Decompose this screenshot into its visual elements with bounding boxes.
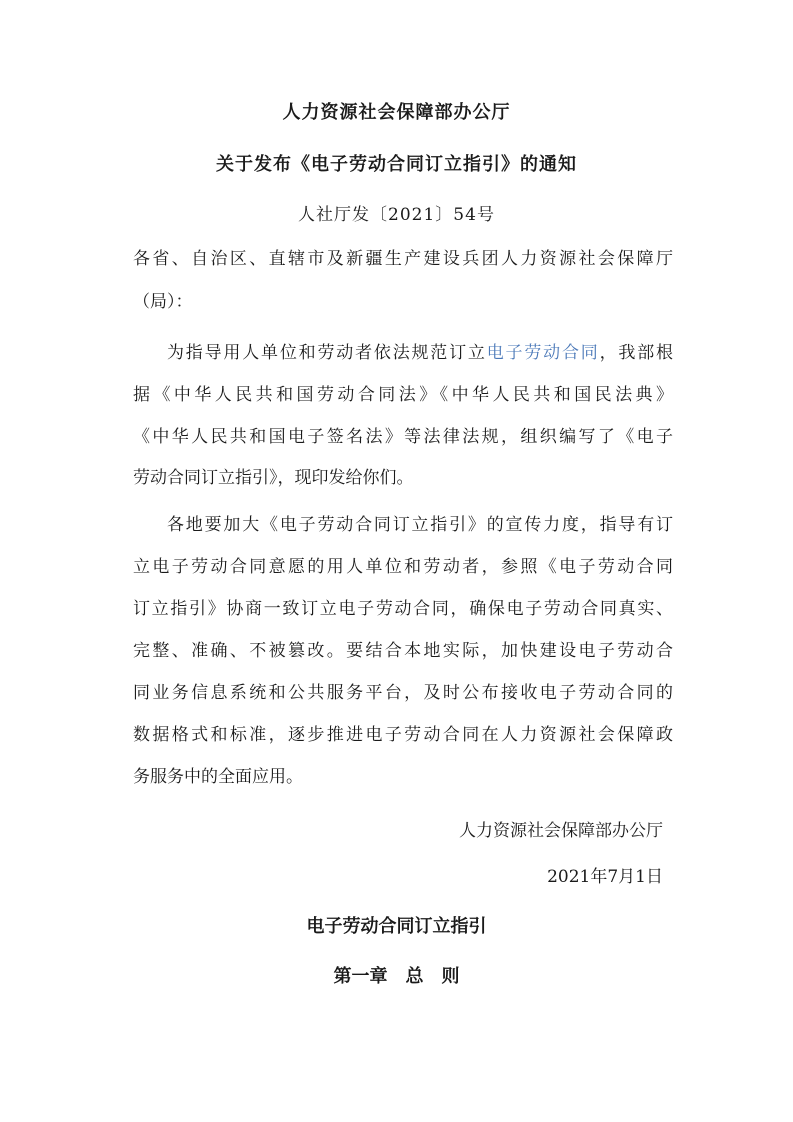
paragraph2-line-6: 数据格式和标准，逐步推进电子劳动合同在人力资源社会保障政 xyxy=(133,725,673,745)
paragraph2-line-2: 立电子劳动合同意愿的用人单位和劳动者，参照《电子劳动合同 xyxy=(133,557,673,577)
issuer-heading: 人力资源社会保障部办公厅 xyxy=(282,102,511,123)
addressee-line-2: （局）： xyxy=(133,292,193,312)
guide-title: 电子劳动合同订立指引 xyxy=(306,916,487,937)
notice-title: 关于发布《电子劳动合同订立指引》的通知 xyxy=(216,154,577,175)
signature-issuer: 人力资源社会保障部办公厅 xyxy=(459,821,663,841)
paragraph2-line-7: 务服务中的全面应用。 xyxy=(133,767,303,787)
document-number: 人社厅发〔2021〕54号 xyxy=(298,205,495,225)
paragraph1-line-1-prefix: 为指导用人单位和劳动者依法规范订立 xyxy=(167,343,487,363)
signature-date: 2021年7月1日 xyxy=(547,867,663,887)
paragraph2-line-1: 各地要加大《电子劳动合同订立指引》的宣传力度，指导有订 xyxy=(167,515,673,535)
chapter-heading: 第一章 总 则 xyxy=(333,966,460,987)
paragraph1-line-4: 劳动合同订立指引》，现印发给你们。 xyxy=(133,468,414,488)
paragraph2-line-4: 完整、准确、不被篡改。要结合本地实际，加快建设电子劳动合 xyxy=(133,641,673,661)
electronic-contract-link[interactable]: 电子劳动合同 xyxy=(486,343,600,363)
addressee-line-1: 各省、自治区、直辖市及新疆生产建设兵团人力资源社会保障厅 xyxy=(133,249,673,269)
paragraph2-line-5: 同业务信息系统和公共服务平台，及时公布接收电子劳动合同的 xyxy=(133,683,673,703)
paragraph1-line-2: 据《中华人民共和国劳动合同法》《中华人民共和国民法典》 xyxy=(133,385,673,405)
paragraph1-line-3: 《中华人民共和国电子签名法》等法律法规，组织编写了《电子 xyxy=(133,427,673,447)
paragraph1-line-1-suffix: ，我部根 xyxy=(599,343,674,363)
paragraph1-line-1 xyxy=(167,341,673,365)
paragraph2-line-3: 订立指引》协商一致订立电子劳动合同，确保电子劳动合同真实、 xyxy=(133,599,673,619)
